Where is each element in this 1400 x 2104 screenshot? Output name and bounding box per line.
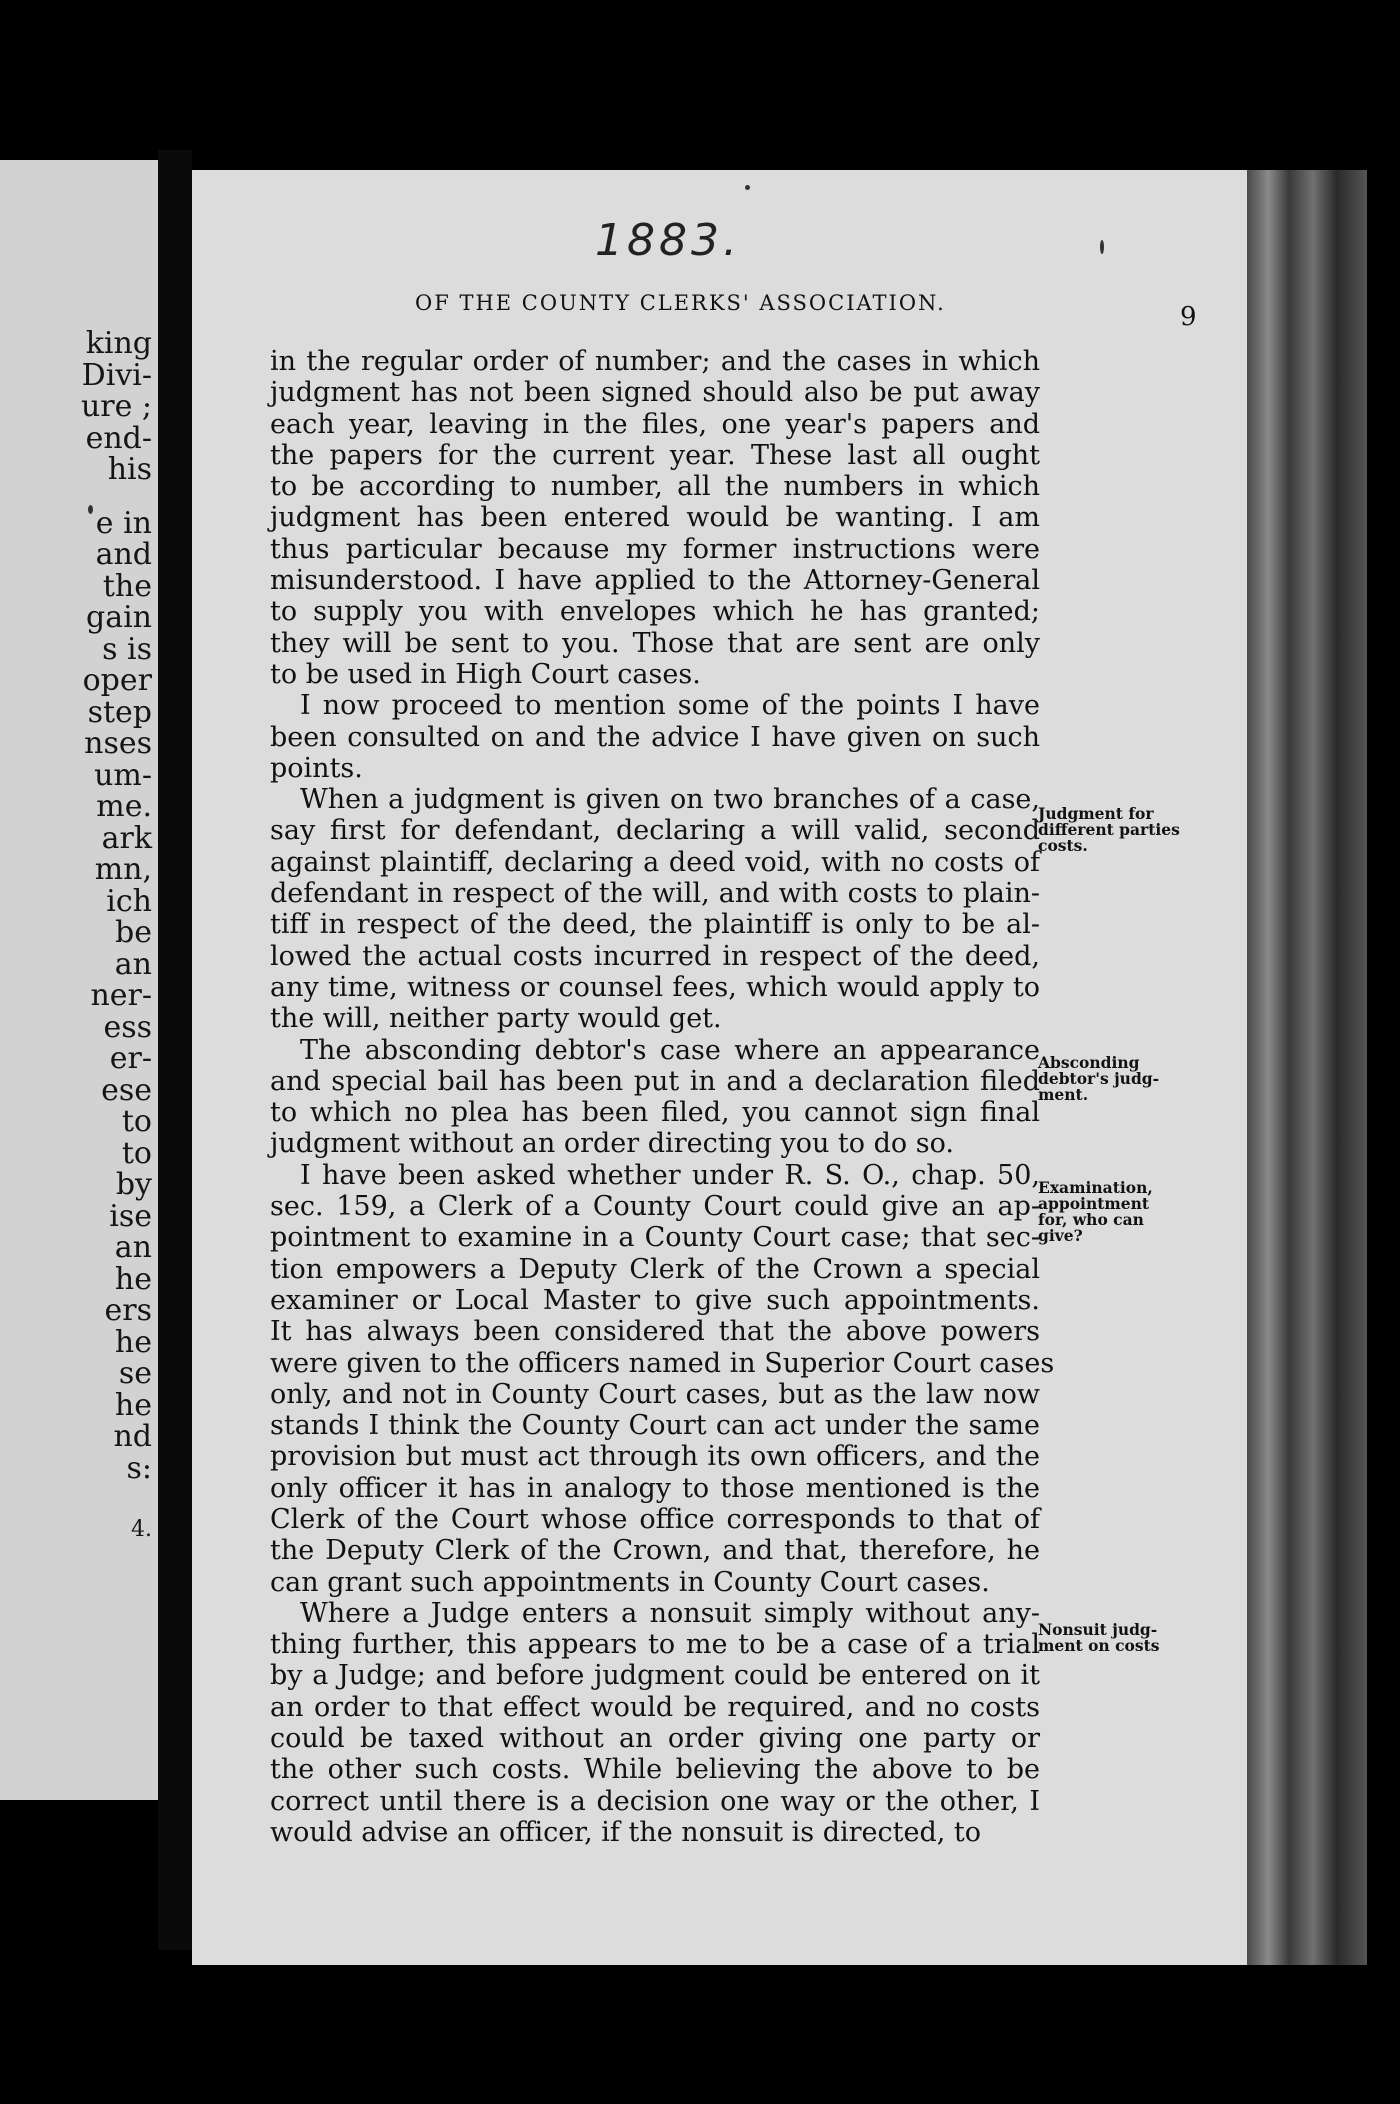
scan-speck: [1100, 240, 1104, 254]
text-line: been consulted on and the advice I have given on such: [270, 721, 1040, 753]
left-page-fragment-line: s:: [126, 1450, 152, 1486]
text-line: could be taxed without an order giving one party or: [270, 1723, 1040, 1755]
left-page-fragment-line: me.: [96, 789, 152, 824]
left-page-fragment-line: Divi-: [81, 357, 152, 393]
margin-note-absconding: Absconding debtor's judg- ment.: [1038, 1053, 1160, 1104]
text-line: the will, neither party would get.: [270, 1003, 722, 1035]
body-text: [270, 346, 1055, 1848]
left-page-fragment-line: the: [102, 568, 152, 604]
left-page-fragment-line: to: [121, 1135, 152, 1171]
text-line: misunderstood. I have applied to the Attorney-General: [270, 565, 1040, 597]
text-line: the other such costs. While believing the above to be: [270, 1754, 1040, 1786]
text-line: in the regular order of number; and the cases in which: [270, 346, 1040, 377]
margin-note-examination: Examination, appointment for, who can give?: [1038, 1178, 1153, 1245]
text-line: I now proceed to mention some of the points I have: [300, 690, 1040, 722]
text-line: only officer it has in analogy to those mentioned is the: [270, 1472, 1040, 1504]
text-line: lowed the actual costs incurred in respect of the deed,: [270, 940, 1040, 972]
text-line: only, and not in County Court cases, but as the law now: [270, 1378, 1040, 1410]
text-line: pointment to examine in a County Court case; that sec-: [270, 1222, 1040, 1254]
text-line: to be according to number, all the numbers in which: [270, 471, 1040, 503]
left-page-fragment-line: ese: [101, 1072, 152, 1108]
text-line: thing further, this appears to me to be a case of a trial: [270, 1629, 1040, 1661]
text-line: tiff in respect of the deed, the plaintiff is only to be al-: [270, 909, 1040, 941]
left-page-fragment-line: um-: [94, 757, 152, 793]
left-page-fragment-line: oper: [82, 663, 152, 698]
left-page-fragment-line: [81, 486, 152, 508]
left-page-fragment-line: and: [95, 537, 152, 572]
text-line: to be used in High Court cases.: [270, 658, 701, 690]
text-line: by a Judge; and before judgment could be entered on it: [270, 1660, 1040, 1692]
left-page-fragment-line: he: [114, 1324, 152, 1360]
text-line: would advise an officer, if the nonsuit is directed, to: [270, 1816, 982, 1848]
text-line: Where a Judge enters a nonsuit simply without any-: [300, 1597, 1040, 1629]
text-line: examiner or Local Master to give such appointments.: [270, 1284, 1040, 1316]
left-page-fragment-line: he: [114, 1387, 152, 1423]
left-page-fragment-line: to: [121, 1104, 152, 1139]
text-line: the Deputy Clerk of the Crown, and that, therefore, he: [270, 1535, 1040, 1567]
text-line: to supply you with envelopes which he has granted;: [270, 596, 1040, 628]
left-page-fragment-line: s is: [102, 631, 152, 667]
text-line: tion empowers a Deputy Clerk of the Crown a special: [270, 1253, 1040, 1285]
text-line: judgment without an order directing you to do so.: [270, 1128, 954, 1160]
left-page-fragment-line: er-: [109, 1041, 152, 1076]
left-page-fragment-line: an: [114, 946, 152, 982]
left-page-fragment-line: nd: [113, 1419, 152, 1454]
text-line: It has always been considered that the above powers: [270, 1316, 1040, 1348]
text-line: they will be sent to you. Those that are sent are only: [270, 627, 1040, 659]
left-page-fragment-line: king: [85, 326, 152, 361]
text-line: judgment has not been signed should also be put away: [270, 377, 1040, 409]
left-page-fragment-line: ise: [109, 1198, 152, 1234]
left-page-fragment-line: he: [114, 1261, 152, 1297]
text-line: stands I think the County Court can act under the same: [270, 1410, 1040, 1442]
text-line: against plaintiff, declaring a deed void, with no costs of: [270, 846, 1040, 878]
left-page-fragment-line: ure ;: [80, 389, 152, 424]
text-line: say first for defendant, declaring a will valid, second: [270, 815, 1040, 847]
left-page-fragment-line: ich: [106, 883, 152, 919]
left-page-fragment-line: his: [107, 452, 152, 487]
left-page-fragment-line: be: [115, 915, 152, 950]
text-line: judgment has been entered would be wanting. I am: [270, 502, 1040, 534]
scan-speck: [88, 505, 93, 514]
left-page-fragment-line: nses: [84, 726, 152, 761]
book-gutter: [158, 150, 192, 1950]
left-page-fragment-line: end-: [85, 420, 152, 456]
left-page-fragment-line: se: [118, 1356, 152, 1391]
left-page-fragment-line: ess: [103, 1009, 152, 1045]
running-head: OF THE COUNTY CLERKS' ASSOCIATION.: [415, 291, 946, 315]
text-line: I have been asked whether under R. S. O., chap. 50,: [300, 1159, 1040, 1191]
page-edge: [1247, 170, 1367, 1965]
text-line: sec. 159, a Clerk of a County Court could give an ap-: [270, 1191, 1040, 1223]
text-line: an order to that effect would be required, and no costs: [270, 1691, 1040, 1723]
left-page-fragment-line: step: [87, 694, 152, 730]
handwritten-year-note: 1883.: [595, 215, 741, 266]
scan-speck: [745, 185, 750, 190]
text-line: were given to the officers named in Superior Court cases: [270, 1347, 1055, 1379]
text-line: provision but must act through its own officers, and the: [270, 1441, 1040, 1473]
left-page-fragment-line: mn,: [94, 852, 152, 887]
text-line: Clerk of the Court whose office corresponds to that of: [270, 1503, 1040, 1535]
text-line: to which no plea has been filed, you cannot sign final: [270, 1097, 1040, 1129]
text-line: points.: [270, 752, 363, 784]
left-page-fragment: [0, 160, 158, 1800]
text-line: each year, leaving in the files, one year's papers and: [270, 408, 1040, 440]
margin-note-judgment: Judgment for different parties costs.: [1038, 804, 1180, 855]
text-line: correct until there is a decision one way or the other, I: [270, 1785, 1040, 1817]
left-page-fragment-line: gain: [85, 600, 152, 635]
text-line: any time, witness or counsel fees, which would apply to: [270, 971, 1040, 1003]
left-page-fragment-line: an: [114, 1230, 152, 1265]
text-line: thus particular because my former instructions were: [270, 533, 1040, 565]
left-page-fragment-line: by: [115, 1167, 152, 1202]
text-line: the papers for the current year. These last all ought: [270, 439, 1040, 471]
text-line: The absconding debtor's case where an appearance: [300, 1034, 1040, 1066]
text-line: and special bail has been put in and a declaration filed: [270, 1065, 1040, 1097]
text-line: defendant in respect of the will, and with costs to plain-: [270, 878, 1040, 910]
left-page-number: 4.: [131, 1517, 152, 1542]
left-page-fragment-line: ark: [101, 820, 152, 856]
margin-note-nonsuit: Nonsuit judg- ment on costs: [1038, 1620, 1160, 1655]
text-line: can grant such appointments in County Court cases.: [270, 1566, 990, 1598]
left-page-fragment-line: ner-: [90, 978, 152, 1013]
left-page-fragment-line: ers: [104, 1293, 152, 1328]
text-line: When a judgment is given on two branches of a case,: [300, 784, 1040, 816]
page-number: 9: [1180, 302, 1197, 332]
left-page-fragment-line: e in: [95, 505, 152, 541]
